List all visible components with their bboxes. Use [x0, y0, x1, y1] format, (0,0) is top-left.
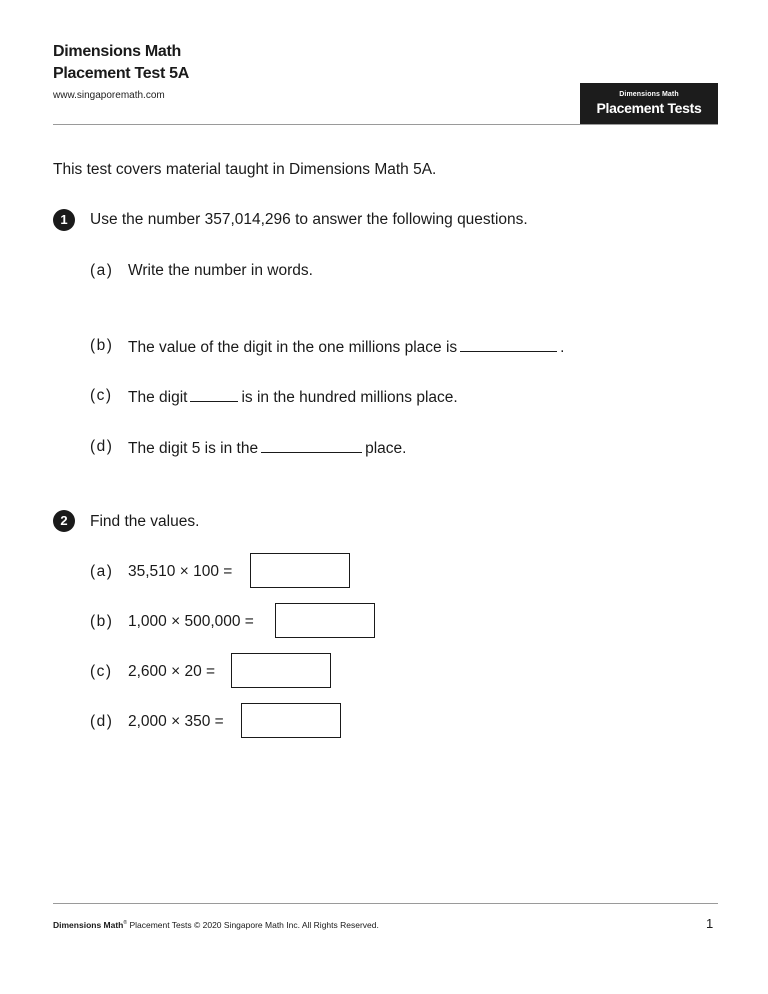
q1c-label: (c) — [90, 387, 113, 404]
q2a-answer-box[interactable] — [250, 553, 350, 588]
q1b-text-after: . — [560, 339, 565, 356]
q1d-answer-blank[interactable] — [261, 438, 362, 453]
document-title — [53, 41, 189, 85]
title-line-1: Dimensions Math — [53, 43, 181, 60]
trademark-symbol: ® — [123, 920, 128, 927]
q2b-label: (b) — [90, 613, 114, 630]
q1b-label: (b) — [90, 337, 114, 354]
badge-title: Placement Tests — [596, 100, 702, 116]
q2d-expression: 2,000 × 350 = — [128, 713, 224, 730]
q2c-answer-box[interactable] — [231, 653, 331, 688]
q1d-text-before: The digit 5 is in the — [128, 440, 259, 457]
q1d-text-after: place. — [365, 440, 407, 457]
badge-subtitle: Dimensions Math — [619, 91, 679, 98]
q1c-text-after: is in the hundred millions place. — [241, 389, 458, 406]
q1c-text-before: The digit — [128, 389, 188, 406]
question-2-number: 2 — [53, 510, 75, 532]
q2c-label: (c) — [90, 663, 113, 680]
copyright-footer — [53, 920, 379, 930]
q2d-answer-box[interactable] — [241, 703, 341, 738]
q1b-answer-blank[interactable] — [460, 337, 557, 352]
website-url: www.singaporemath.com — [53, 90, 165, 101]
question-2-prompt: Find the values. — [90, 513, 200, 530]
q1d-text — [128, 438, 406, 458]
q1b-text — [128, 337, 564, 357]
q1b-text-before: The value of the digit in the one millions place is — [128, 339, 458, 356]
q2d-label: (d) — [90, 713, 114, 730]
footer-brand: Dimensions Math — [53, 920, 124, 930]
header-divider — [53, 124, 718, 125]
question-1-number: 1 — [53, 209, 75, 231]
q2a-label: (a) — [90, 563, 114, 580]
q1c-answer-blank[interactable] — [190, 387, 238, 402]
intro-text: This test covers material taught in Dimensions Math 5A. — [53, 161, 437, 178]
placement-tests-badge — [580, 83, 718, 125]
q2b-answer-box[interactable] — [275, 603, 375, 638]
footer-divider — [53, 903, 718, 904]
q2a-expression: 35,510 × 100 = — [128, 563, 233, 580]
q1a-label: (a) — [90, 262, 114, 279]
q1c-text — [128, 387, 458, 407]
page-number: 1 — [706, 916, 714, 931]
q2c-expression: 2,600 × 20 = — [128, 663, 216, 680]
q1d-label: (d) — [90, 438, 114, 455]
footer-text: Placement Tests © 2020 Singapore Math Inc. All Rights Reserved. — [129, 920, 379, 930]
q2b-expression: 1,000 × 500,000 = — [128, 613, 254, 630]
question-1-prompt: Use the number 357,014,296 to answer the following questions. — [90, 211, 528, 228]
title-line-2: Placement Test 5A — [53, 65, 189, 82]
q1a-text: Write the number in words. — [128, 262, 313, 279]
